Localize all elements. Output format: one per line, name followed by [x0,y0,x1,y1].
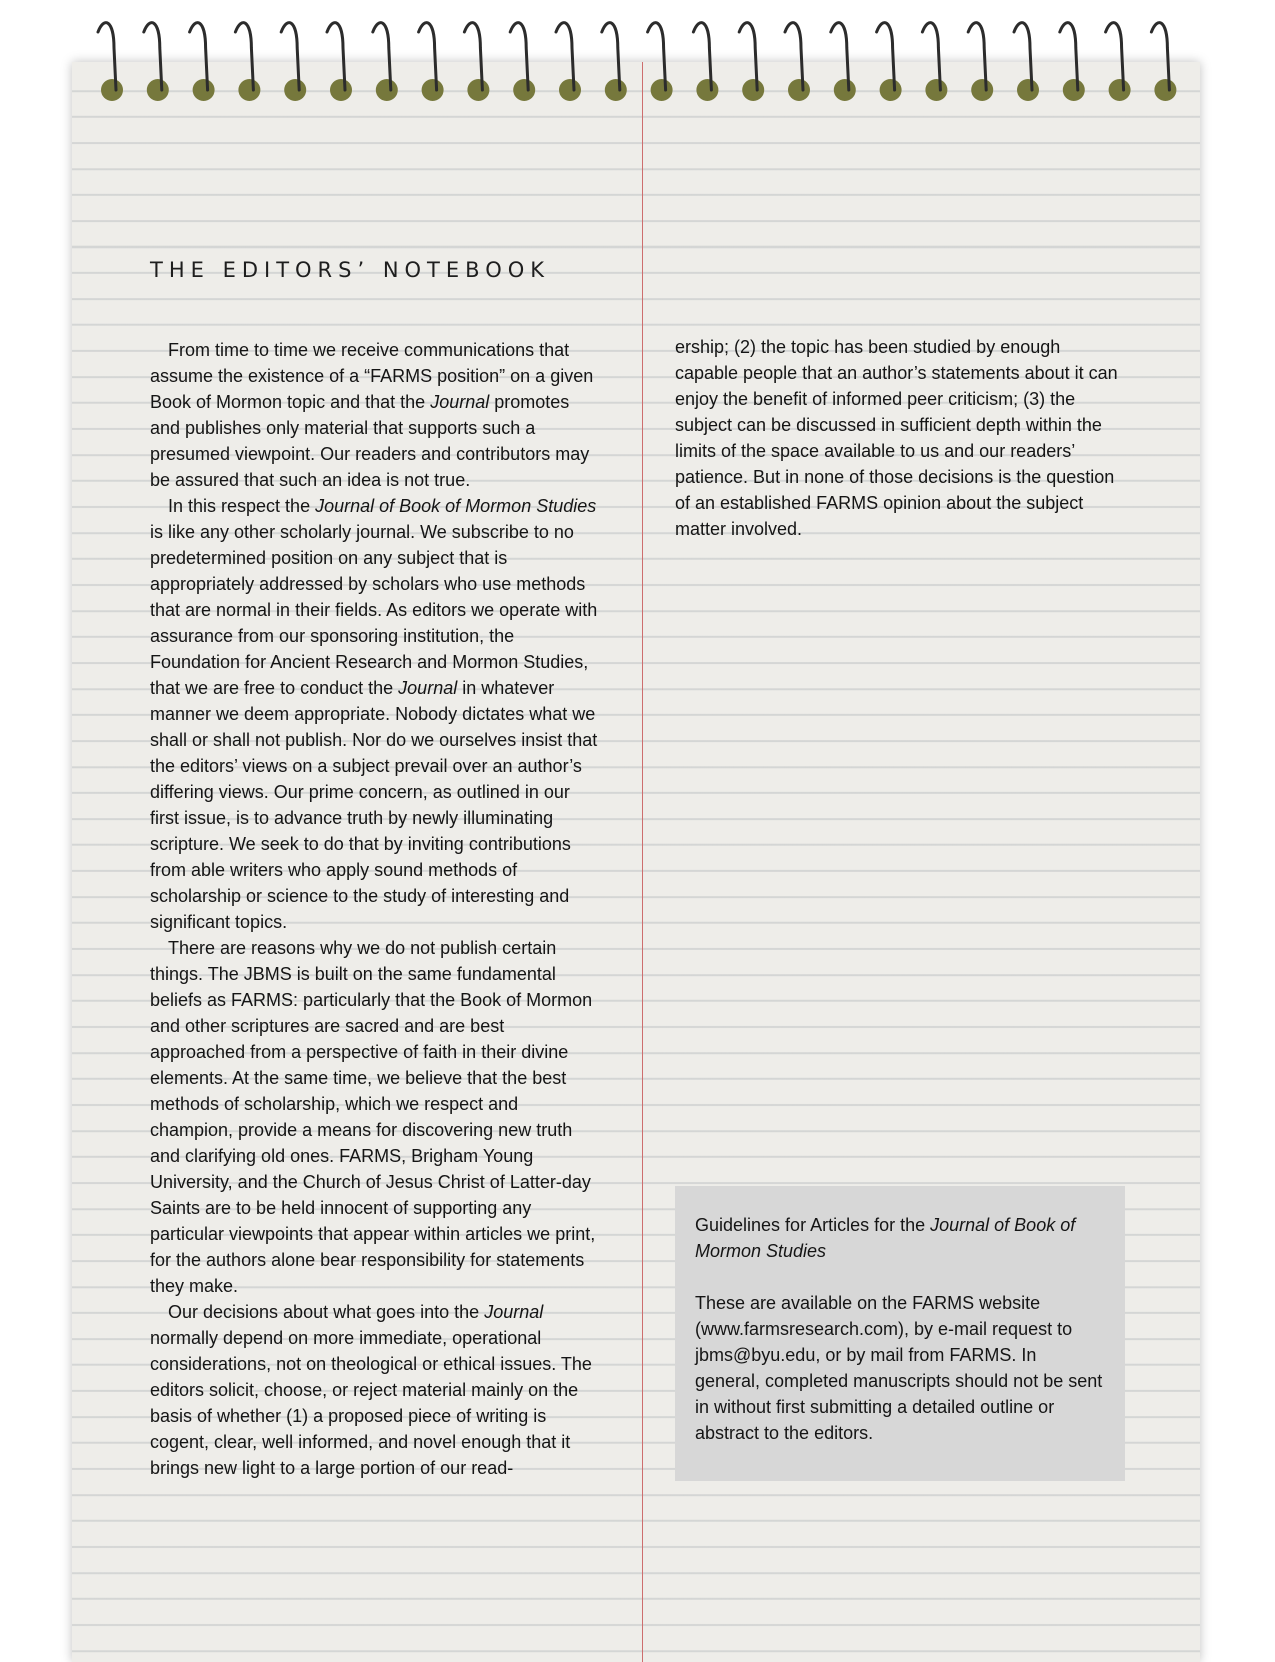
paragraph-2: In this respect the Journal of Book of Mormon Studies is like any other scholarly journal. We subscribe to no predetermined position on any subject that is appropriately addressed by scholars who use methods that are normal in their fields. As editors we operate with assurance from our sponsoring institution, the Foundation for Ancient Research and Mormon Studies, that we are free to conduct the Journal in whatever manner we deem appropriate. Nobody dictates what we shall or shall not publish. Nor do we ourselves insist that the editors’ views on a subject prevail over an author’s differing views. Our prime concern, as outlined in our first issue, is to advance truth by newly illuminating scripture. We seek to do that by inviting contributions from able writers who apply sound methods of scholarship or science to the study of interesting and significant topics. [150,496,598,932]
binding-hole [1154,79,1176,101]
binding-hole [467,79,489,101]
binding-hole [559,79,581,101]
binding-hole [1109,79,1131,101]
page-title: THE EDITORS’ NOTEBOOK [150,258,551,282]
binding-hole [101,79,123,101]
right-column [675,334,1125,542]
binding-hole [605,79,627,101]
paragraph-3: There are reasons why we do not publish certain things. The JBMS is built on the same fundamental beliefs as FARMS: particularly that the Book of Mormon and other scriptures are sacred and are best approached from a perspective of faith in their divine elements. At the same time, we believe that the best methods of scholarship, which we respect and champion, provide a means for discovering new truth and clarifying old ones. FARMS, Brigham Young University, and the Church of Jesus Christ of Latter-day Saints are to be held innocent of supporting any particular viewpoints that appear within articles we print, for the authors alone bear responsibility for statements they make. [150,938,596,1296]
guidelines-title: Guidelines for Articles for the Journal of Book of Mormon Studies [695,1215,1076,1261]
binding-hole [422,79,444,101]
left-column [150,337,600,1481]
paragraph-continued: ership; (2) the topic has been studied by enough capable people that an author’s statements about it can enjoy the benefit of informed peer criticism; (3) the subject can be discussed in sufficient depth within the limits of the space available to us and our readers’ patience. But in none of those decisions is the question of an established FARMS opinion about the subject matter involved. [675,337,1118,539]
binding-hole [1017,79,1039,101]
binding-hole [788,79,810,101]
binding-hole [742,79,764,101]
binding-hole [238,79,260,101]
binding-hole [147,79,169,101]
binding-hole [376,79,398,101]
binding-hole [330,79,352,101]
binding-hole [696,79,718,101]
paragraph-4: Our decisions about what goes into the Journal normally depend on more immediate, operational considerations, not on theological or ethical issues. The editors solicit, choose, or reject material mainly on the basis of whether (1) a proposed piece of writing is cogent, clear, well informed, and novel enough that it brings new light to a large portion of our read- [150,1302,592,1478]
binding-hole [1063,79,1085,101]
margin-line [642,62,643,1662]
paragraph-1: From time to time we receive communications that assume the existence of a “FARMS position” on a given Book of Mormon topic and that the Journal promotes and publishes only material that supports such a presumed viewpoint. Our readers and contributors may be assured that such an idea is not true. [150,340,594,490]
binding-hole [193,79,215,101]
guidelines-body: These are available on the FARMS website (www.farmsresearch.com), by e-mail request to jbms@byu.edu, or by mail from FARMS. In general, completed manuscripts should not be sent in without first submitting a detailed outline or abstract to the editors. [695,1293,1103,1443]
binding-hole [834,79,856,101]
binding-hole [651,79,673,101]
binding-hole [971,79,993,101]
binding-hole [284,79,306,101]
binding-hole [925,79,947,101]
binding-hole [513,79,535,101]
spiral-binding [72,8,1200,118]
binding-hole [880,79,902,101]
guidelines-box [675,1186,1125,1481]
